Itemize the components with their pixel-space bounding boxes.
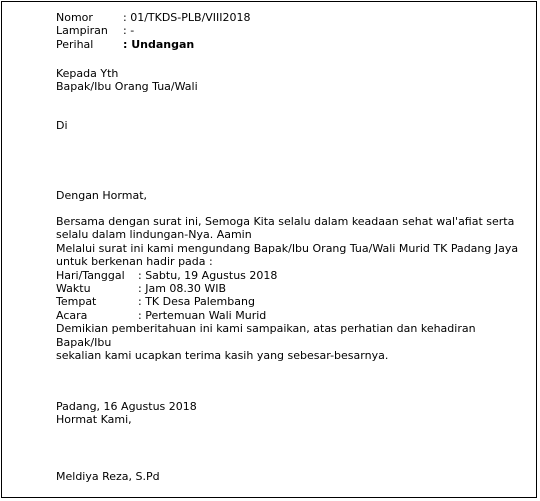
regards: Hormat Kami, bbox=[56, 413, 132, 427]
event-value: : TK Desa Palembang bbox=[138, 295, 255, 309]
perihal-label: Perihal bbox=[56, 37, 94, 51]
event-value: : Sabtu, 19 Agustus 2018 bbox=[138, 268, 278, 282]
recipient-block bbox=[56, 67, 526, 94]
event-label: Tempat bbox=[56, 295, 97, 309]
lampiran-row bbox=[56, 24, 526, 37]
place-date: Padang, 16 Agustus 2018 bbox=[56, 400, 197, 413]
signatory bbox=[56, 470, 526, 483]
recipient-line-1: Kepada Yth bbox=[56, 67, 119, 80]
closing-line1: Demikian pemberitahuan ini kami sampaikan, atas perhatian dan kehadiran Bapak/Ibu bbox=[56, 322, 476, 349]
event-row-time bbox=[56, 282, 526, 295]
event-row-agenda bbox=[56, 309, 526, 322]
letter-header bbox=[56, 11, 526, 51]
event-label: Waktu bbox=[56, 282, 91, 296]
event-label: Acara bbox=[56, 308, 88, 322]
para1-line1: Bersama dengan surat ini, Semoga Kita selalu dalam keadaan sehat wal'afiat serta bbox=[56, 215, 515, 228]
salutation bbox=[56, 189, 526, 202]
letter-page bbox=[1, 1, 537, 498]
para1-line2: selalu dalam lindungan-Nya. Aamin bbox=[56, 228, 252, 242]
lampiran-label: Lampiran bbox=[56, 24, 108, 38]
event-value: : Jam 08.30 WIB bbox=[138, 282, 227, 296]
salutation-text: Dengan Hormat, bbox=[56, 189, 147, 202]
event-row-date bbox=[56, 269, 526, 282]
para2-line1: Melalui surat ini kami mengundang Bapak/Ibu Orang Tua/Wali Murid TK Padang Jaya bbox=[56, 241, 519, 255]
signature-block bbox=[56, 400, 526, 427]
letter-body bbox=[56, 215, 526, 362]
para2-line2: untuk berkenan hadir pada : bbox=[56, 255, 213, 269]
event-value: : Pertemuan Wali Murid bbox=[138, 308, 267, 322]
signatory-name: Meldiya Reza, S.Pd bbox=[56, 470, 160, 483]
recipient-di bbox=[56, 119, 526, 132]
perihal-row bbox=[56, 38, 526, 51]
lampiran-value: : - bbox=[123, 24, 135, 38]
closing-line2: sekalian kami ucapkan terima kasih yang sebesar-besarnya. bbox=[56, 349, 389, 363]
event-row-place bbox=[56, 295, 526, 308]
nomor-label: Nomor bbox=[56, 11, 93, 24]
event-label: Hari/Tanggal bbox=[56, 268, 125, 282]
perihal-value: : Undangan bbox=[123, 37, 195, 51]
nomor-value: : 01/TKDS-PLB/VIII2018 bbox=[123, 11, 251, 24]
nomor-row bbox=[56, 11, 526, 24]
recipient-line-2: Bapak/Ibu Orang Tua/Wali bbox=[56, 80, 198, 94]
recipient-line-3: Di bbox=[56, 119, 68, 132]
